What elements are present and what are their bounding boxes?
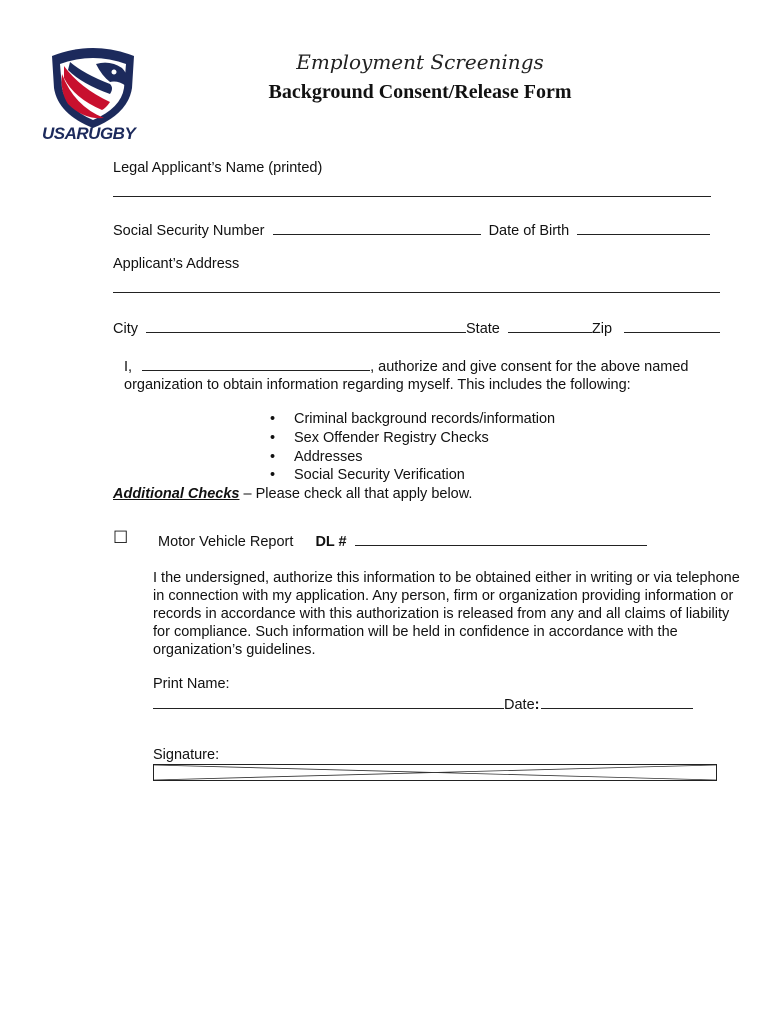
dob-label: Date of Birth [488, 223, 570, 239]
print-name-label: Print Name: [153, 676, 230, 692]
signature-label: Signature: [153, 747, 220, 763]
city-label: City [113, 321, 138, 337]
list-item: • Social Security Verification [270, 466, 555, 485]
additional-checks-text: – Please check all that apply below. [239, 486, 473, 502]
consent-name-field[interactable] [142, 356, 370, 371]
zip-label: Zip [591, 321, 613, 337]
date-label: Date [504, 697, 535, 713]
legal-name-field[interactable] [113, 182, 711, 197]
list-item: • Sex Offender Registry Checks [270, 429, 555, 448]
form-subtitle: Employment Screenings [296, 50, 544, 74]
state-label: State [466, 321, 500, 337]
list-item: • Addresses [270, 448, 555, 467]
form-title: Background Consent/Release Form [268, 81, 572, 103]
check-list [270, 410, 555, 485]
dl-number-field[interactable] [355, 531, 647, 546]
address-label: Applicant’s Address [113, 256, 240, 272]
date-field[interactable] [541, 694, 693, 709]
consent-prefix: I, [124, 359, 133, 375]
ssn-field[interactable] [273, 220, 481, 235]
zip-field[interactable] [624, 318, 720, 333]
consent-paragraph [124, 356, 744, 394]
additional-checks [113, 486, 472, 502]
authorization-paragraph: I the undersigned, authorize this information to be obtained either in writing or via telephone in connection with my application. Any person, firm or organization providing information or records in accordance with this authorization is released from any and all claims of liability for compliance. Such information will be held in confidence in accordance with the organization’s guidelines. [153, 570, 740, 658]
ssn-label: Social Security Number [113, 223, 265, 239]
additional-checks-label: Additional Checks [113, 486, 240, 502]
list-item: • Criminal background records/information [270, 410, 555, 429]
dob-field[interactable] [577, 220, 710, 235]
logo-wordmark: USARUGBY [42, 124, 136, 143]
signature-box-lines [154, 765, 716, 780]
print-name-field[interactable] [153, 694, 504, 709]
signature-field[interactable] [153, 764, 717, 781]
mvr-checkbox[interactable]: ☐ [113, 528, 129, 547]
mvr-label: Motor Vehicle Report [158, 534, 294, 550]
consent-text: , authorize and give consent for the above named organization to obtain information regarding myself. This includes the following: [124, 359, 689, 393]
dl-label: DL # [315, 534, 347, 550]
legal-name-label: Legal Applicant’s Name (printed) [113, 160, 323, 176]
city-field[interactable] [146, 318, 466, 333]
state-field[interactable] [508, 318, 592, 333]
date-colon: : [534, 697, 540, 713]
address-field[interactable] [113, 278, 720, 293]
